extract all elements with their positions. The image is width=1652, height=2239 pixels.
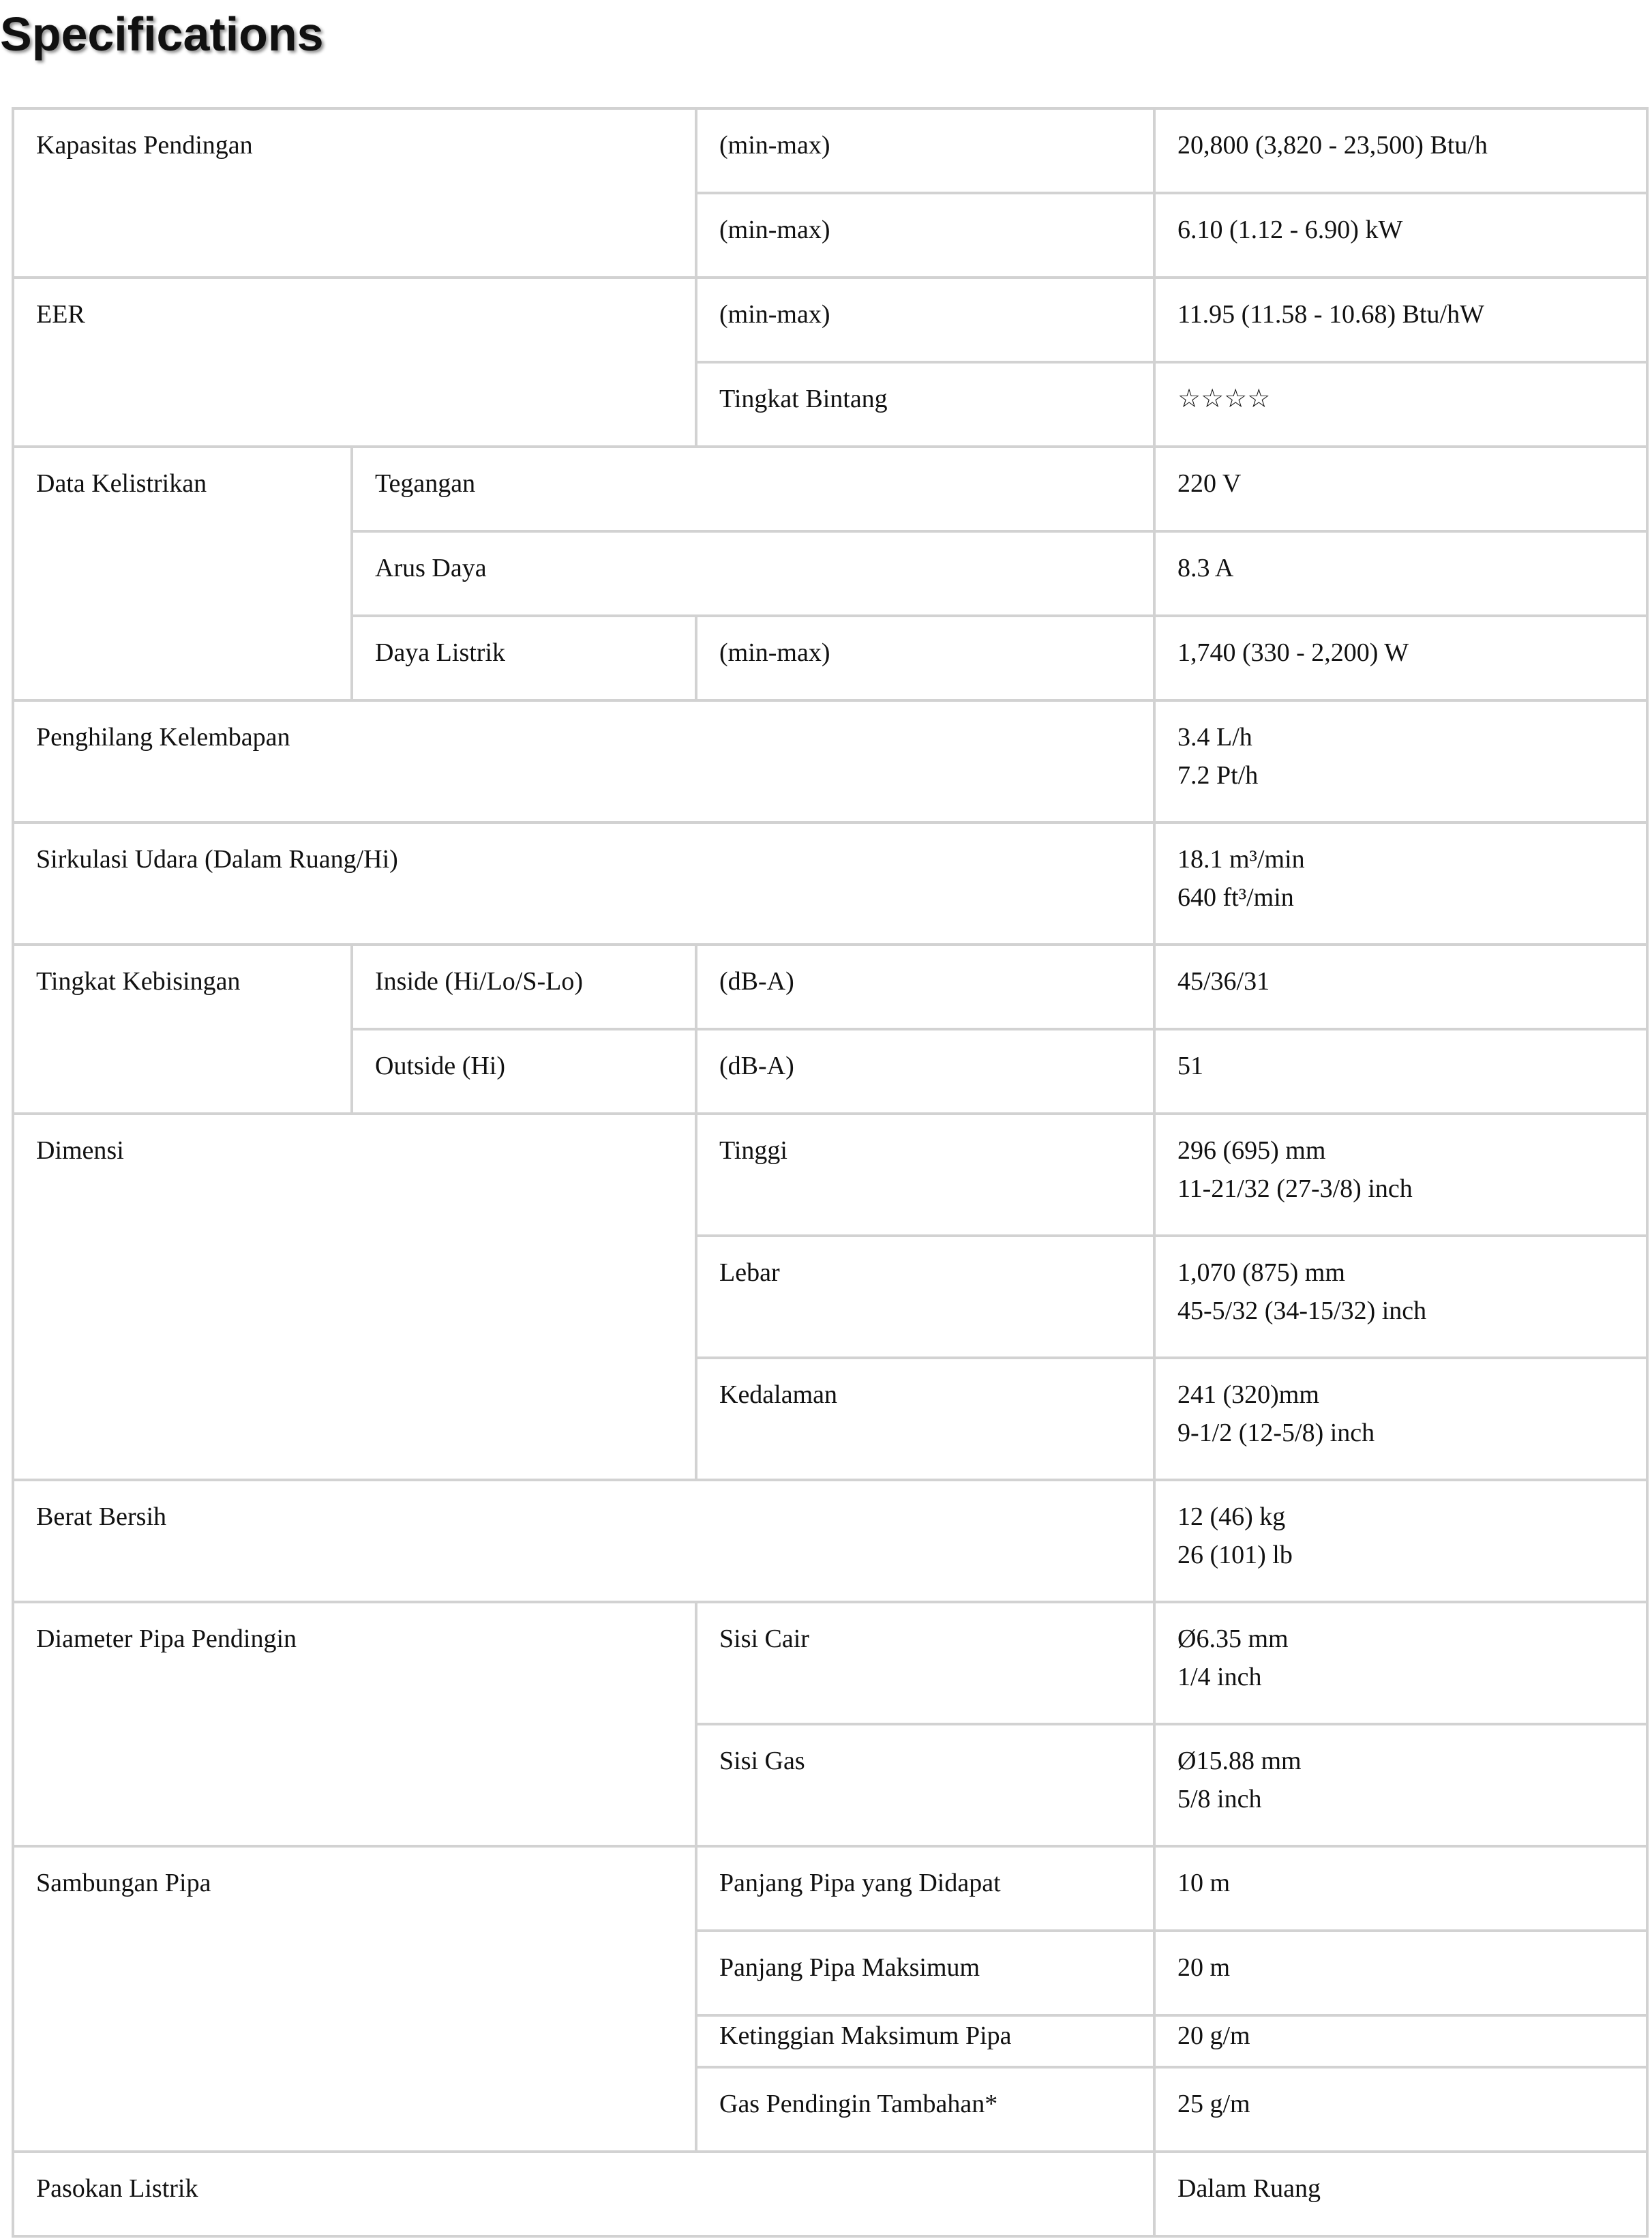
row-value: 51 (1154, 1029, 1647, 1114)
row-label: Dimensi (13, 1114, 696, 1480)
row-value: 11.95 (11.58 - 10.68) Btu/hW (1154, 278, 1647, 362)
row-value (1154, 1724, 1647, 1846)
row-label: Data Kelistrikan (13, 447, 352, 700)
row-label: Diameter Pipa Pendingin (13, 1602, 696, 1846)
value-line: 26 (101) lb (1177, 1541, 1293, 1569)
row-sublabel: Lebar (696, 1236, 1154, 1358)
row-value (1154, 700, 1647, 822)
row-sublabel: Panjang Pipa yang Didapat (696, 1846, 1154, 1931)
row-sublabel: Outside (Hi) (352, 1029, 696, 1114)
row-value: 10 m (1154, 1846, 1647, 1931)
table-row (13, 447, 1647, 531)
value-line: 241 (320)mm (1177, 1380, 1319, 1409)
row-value: Dalam Ruang (1154, 2152, 1647, 2236)
row-sublabel: Daya Listrik (352, 616, 696, 700)
value-line: 296 (695) mm (1177, 1136, 1326, 1165)
row-value: 1,740 (330 - 2,200) W (1154, 616, 1647, 700)
value-line: Ø15.88 mm (1177, 1747, 1302, 1775)
row-value (1154, 1236, 1647, 1358)
row-sublabel: Arus Daya (352, 531, 1154, 616)
value-line: 5/8 inch (1177, 1785, 1262, 1813)
row-value: 20 g/m (1154, 2015, 1647, 2067)
table-row (13, 278, 1647, 362)
row-unit: (min-max) (696, 616, 1154, 700)
row-sublabel: Sisi Gas (696, 1724, 1154, 1846)
page-title: Specifications (0, 8, 324, 61)
row-label: Berat Bersih (13, 1480, 1154, 1602)
row-label: Kapasitas Pendingan (13, 108, 696, 278)
value-line: 640 ft³/min (1177, 883, 1294, 912)
value-line: 9-1/2 (12-5/8) inch (1177, 1419, 1375, 1447)
row-value (1154, 822, 1647, 945)
row-unit: (dB-A) (696, 945, 1154, 1029)
row-sublabel: Kedalaman (696, 1358, 1154, 1480)
row-sublabel: Ketinggian Maksimum Pipa (696, 2015, 1154, 2067)
row-value (1154, 1480, 1647, 1602)
row-sublabel: Sisi Cair (696, 1602, 1154, 1724)
specifications-table (12, 107, 1649, 2238)
value-line: 12 (46) kg (1177, 1502, 1286, 1531)
row-value (1154, 1114, 1647, 1236)
row-value: 20 m (1154, 1931, 1647, 2015)
row-value: 8.3 A (1154, 531, 1647, 616)
table-row (13, 1846, 1647, 1931)
row-unit: (dB-A) (696, 1029, 1154, 1114)
row-sublabel: Tinggi (696, 1114, 1154, 1236)
value-line: 7.2 Pt/h (1177, 761, 1259, 790)
row-value: 45/36/31 (1154, 945, 1647, 1029)
star-rating: ☆☆☆☆ (1154, 362, 1647, 447)
row-value: 25 g/m (1154, 2067, 1647, 2152)
row-sublabel: Tegangan (352, 447, 1154, 531)
row-label: Pasokan Listrik (13, 2152, 1154, 2236)
row-sublabel: (min-max) (696, 193, 1154, 278)
table-row (13, 822, 1647, 945)
row-label: Penghilang Kelembapan (13, 700, 1154, 822)
value-line: 11-21/32 (27-3/8) inch (1177, 1174, 1413, 1203)
value-line: 45-5/32 (34-15/32) inch (1177, 1296, 1427, 1325)
row-sublabel: (min-max) (696, 108, 1154, 193)
row-sublabel: Inside (Hi/Lo/S-Lo) (352, 945, 696, 1029)
row-sublabel: Gas Pendingin Tambahan* (696, 2067, 1154, 2152)
value-line: 3.4 L/h (1177, 723, 1252, 752)
row-label: EER (13, 278, 696, 447)
value-line: 1/4 inch (1177, 1663, 1262, 1691)
table-row (13, 108, 1647, 193)
table-row (13, 2152, 1647, 2236)
row-sublabel: Panjang Pipa Maksimum (696, 1931, 1154, 2015)
table-row (13, 945, 1647, 1029)
value-line: Ø6.35 mm (1177, 1625, 1289, 1653)
value-line: 18.1 m³/min (1177, 845, 1305, 874)
row-sublabel: (min-max) (696, 278, 1154, 362)
table-row (13, 1602, 1647, 1724)
value-line: 1,070 (875) mm (1177, 1258, 1345, 1287)
row-sublabel: Tingkat Bintang (696, 362, 1154, 447)
row-label: Sirkulasi Udara (Dalam Ruang/Hi) (13, 822, 1154, 945)
row-label: Sambungan Pipa (13, 1846, 696, 2152)
table-row (13, 1480, 1647, 1602)
row-label: Tingkat Kebisingan (13, 945, 352, 1114)
table-row (13, 1114, 1647, 1236)
row-value (1154, 1602, 1647, 1724)
row-value: 6.10 (1.12 - 6.90) kW (1154, 193, 1647, 278)
row-value (1154, 1358, 1647, 1480)
row-value: 220 V (1154, 447, 1647, 531)
table-row (13, 700, 1647, 822)
row-value: 20,800 (3,820 - 23,500) Btu/h (1154, 108, 1647, 193)
